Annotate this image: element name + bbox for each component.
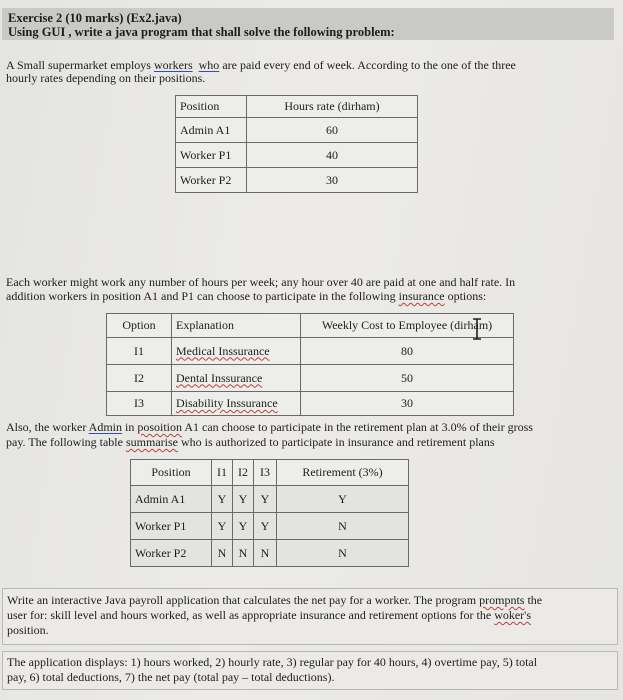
display-line-2: pay, 6) total deductions, 7) the net pay (total pay – total deductions). [7,670,335,684]
task-text-3: user for: skill level and hours worked, as well as appropriate insurance and retirement options for the [7,608,495,622]
retirement-line-1 [6,421,533,434]
auth-header-i3: I3 [254,460,277,486]
table-cell: Medical Inssurance [172,338,301,365]
intro-text: A Small supermarket employs [6,58,154,72]
table-cell: Worker P2 [176,168,247,193]
task-line-2 [7,609,531,622]
insurance-table [106,313,514,416]
table-cell: Dental Inssurance [172,365,301,392]
auth-header-i1: I1 [212,460,233,486]
table-cell: 60 [247,118,418,143]
table-row [107,338,514,365]
display-box [2,651,618,690]
rates-header-rate: Hours rate (dirham) [247,96,418,118]
table-row [107,392,514,416]
retirement-position: posoition [137,420,183,434]
table-cell: 80 [301,338,514,365]
retirement-text-4: pay. The following table [6,435,126,449]
table-cell: N [233,540,254,567]
retirement-text-5: who is authorized to participate in insurance and retirement plans [177,435,495,449]
table-cell: N [277,513,409,540]
table-cell: 30 [301,392,514,416]
table-row [176,143,418,168]
authorization-table [130,459,409,567]
table-cell: 40 [247,143,418,168]
intro-who: who [198,58,220,72]
insurance-header-cost: Weekly Cost to Employee (dirham) [301,314,514,338]
task-text-2: the [524,593,543,607]
auth-header-position: Position [131,460,212,486]
table-cell: Y [212,513,233,540]
table-cell: Disability Inssurance [172,392,301,416]
table-cell: Admin A1 [131,486,212,513]
overtime-text-2: options: [444,289,487,303]
table-cell: Y [233,486,254,513]
table-cell: Worker P2 [131,540,212,567]
task-box [2,588,618,645]
task-line-3: position. [7,623,49,637]
overtime-text: addition workers in position A1 and P1 can choose to participate in the following [6,289,399,303]
table-row [176,168,418,193]
table-row [176,118,418,143]
retirement-summarise: summarise [125,435,178,449]
intro-text-2: are paid every end of week. According to the one of the three [219,58,516,72]
table-cell: Worker P1 [131,513,212,540]
table-cell: Admin A1 [176,118,247,143]
retirement-text-3: A1 can choose to participate in the retirement plan at 3.0% of their gross [182,420,533,434]
intro-workers: workers [153,58,193,72]
exercise-instruction: Using GUI , write a java program that shall solve the following problem: [8,25,395,39]
table-cell: 50 [301,365,514,392]
table-row [131,540,409,567]
table-row [131,486,409,513]
table-cell: I3 [107,392,172,416]
insurance-header-explanation: Explanation [172,314,301,338]
exercise-title: Exercise 2 (10 marks) (Ex2.java) [8,11,182,25]
insurance-header-option: Option [107,314,172,338]
table-cell: Y [254,513,277,540]
table-row [131,513,409,540]
table-row [107,365,514,392]
table-cell: N [254,540,277,567]
table-cell: Worker P1 [176,143,247,168]
task-worker: woker's [494,608,532,622]
table-cell: I2 [107,365,172,392]
retirement-text: Also, the worker [6,420,89,434]
auth-header-retirement: Retirement (3%) [277,460,409,486]
text-cursor-icon [470,318,484,340]
task-prompts: prompnts [479,593,525,607]
overtime-insurance: insurance [398,289,445,303]
table-cell: I1 [107,338,172,365]
retirement-text-2: in [122,420,138,434]
exercise-header [2,8,614,40]
retirement-line-2 [6,436,495,449]
table-cell: Y [212,486,233,513]
rates-header-position: Position [176,96,247,118]
rates-table [175,95,418,193]
table-cell: Y [254,486,277,513]
intro-line-2: hourly rates depending on their positions. [6,71,206,85]
overtime-line-2 [6,290,486,303]
task-text: Write an interactive Java payroll application that calculates the net pay for a worker. The program [7,593,480,607]
table-cell: Y [277,486,409,513]
table-cell: Y [233,513,254,540]
auth-header-i2: I2 [233,460,254,486]
retirement-admin: Admin [88,420,122,434]
table-cell: N [277,540,409,567]
task-line-1 [7,594,542,607]
table-cell: 30 [247,168,418,193]
table-cell: N [212,540,233,567]
display-line-1: The application displays: 1) hours worked, 2) hourly rate, 3) regular pay for 40 hours, 4) overtime pay, 5) total [7,655,538,669]
overtime-line-1: Each worker might work any number of hours per week; any hour over 40 are paid at one and half rate. In [6,275,516,289]
